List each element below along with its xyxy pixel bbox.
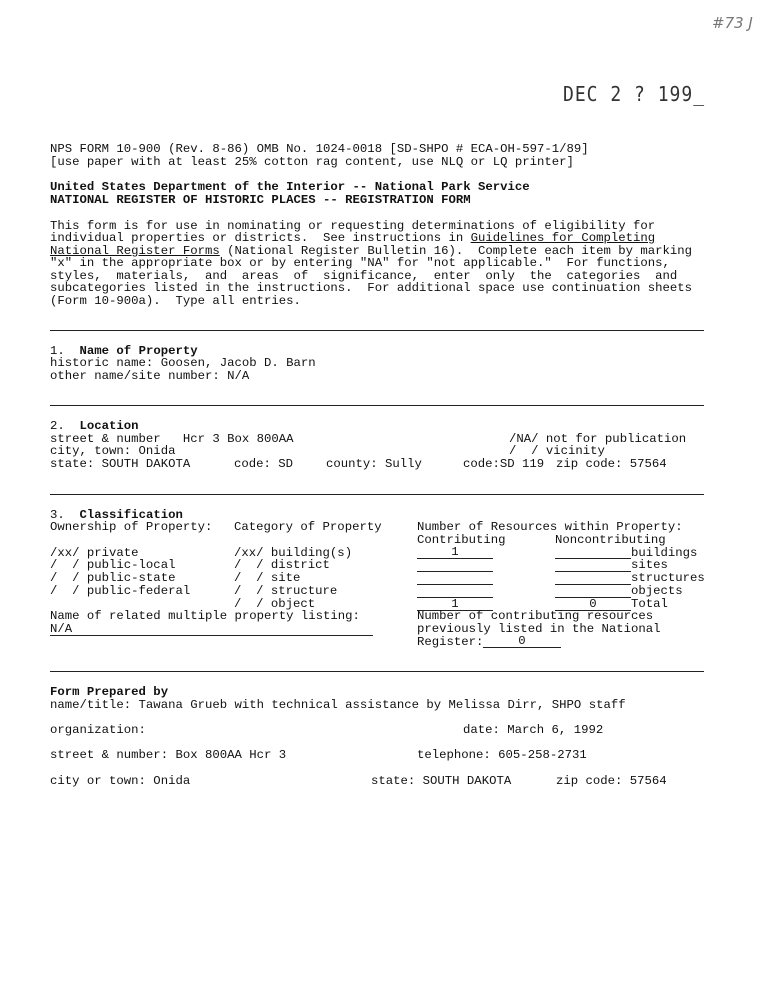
other-name: other name/site number: N/A bbox=[50, 369, 250, 383]
contributing-blank bbox=[417, 571, 493, 572]
category-option: / / site bbox=[234, 571, 301, 585]
ownership-option: / / public-local bbox=[50, 558, 176, 572]
resources-label: Number of Resources within Property: bbox=[417, 520, 683, 534]
preparer-zip: zip code: 57564 bbox=[556, 774, 667, 788]
ownership-label: Ownership of Property: bbox=[50, 520, 213, 534]
contributing-label: Contributing bbox=[417, 533, 506, 547]
preparer-city: city or town: Onida bbox=[50, 774, 191, 788]
previously-listed-label: previously listed in the National bbox=[417, 622, 661, 636]
resource-type-label: structures bbox=[631, 571, 705, 585]
form-number-line: NPS FORM 10-900 (Rev. 8-86) OMB No. 1024-0018 [SD-SHPO # ECA-OH-597-1/89] bbox=[50, 142, 589, 156]
category-option: /xx/ building(s) bbox=[234, 546, 353, 560]
department-heading: United States Department of the Interior -- National Park Service bbox=[50, 180, 530, 194]
section-number: 2. bbox=[50, 419, 80, 433]
related-listing-value: N/A bbox=[50, 622, 73, 636]
instructions-line-1: This form is for use in nominating or requesting determinations of eligibility for bbox=[50, 219, 656, 233]
section-number: 3. bbox=[50, 508, 80, 522]
guidelines-reference-cont: National Register Forms bbox=[50, 244, 220, 258]
contributing-total: 1 bbox=[451, 597, 459, 611]
preparer-state: state: SOUTH DAKOTA bbox=[371, 774, 512, 788]
form-prepared-heading: Form Prepared by bbox=[50, 685, 169, 699]
historic-name: historic name: Goosen, Jacob D. Barn bbox=[50, 356, 316, 370]
paper-instructions-line: [use paper with at least 25% cotton rag content, use NLQ or LQ printer] bbox=[50, 155, 574, 169]
county: county: Sully bbox=[326, 457, 422, 471]
city-town: city, town: Onida bbox=[50, 444, 176, 458]
section-title: Name of Property bbox=[79, 344, 198, 358]
instructions-line-6: subcategories listed in the instructions. For additional space use continuation sheets bbox=[50, 281, 693, 295]
instructions-line-5: styles, materials, and areas of significance, enter only the categories and bbox=[50, 269, 678, 283]
previously-listed-label: Number of contributing resources bbox=[417, 609, 654, 623]
state: state: SOUTH DAKOTA bbox=[50, 457, 191, 471]
ownership-option: /xx/ private bbox=[50, 546, 139, 560]
related-listing-blank bbox=[50, 635, 373, 636]
section-divider bbox=[50, 671, 704, 672]
category-option: / / district bbox=[234, 558, 330, 572]
category-option: / / structure bbox=[234, 584, 338, 598]
previously-listed-label: Register: bbox=[417, 635, 484, 649]
organization: organization: bbox=[50, 723, 146, 737]
noncontributing-blank bbox=[555, 571, 631, 572]
resource-type-label: sites bbox=[631, 558, 668, 572]
vicinity: / / vicinity bbox=[509, 444, 605, 458]
section-divider bbox=[50, 405, 704, 406]
preparation-date: date: March 6, 1992 bbox=[463, 723, 604, 737]
preparer-telephone: telephone: 605-258-2731 bbox=[417, 748, 587, 762]
section-divider bbox=[50, 330, 704, 331]
contributing-count: 1 bbox=[451, 545, 459, 559]
street-number: street & number Hcr 3 Box 800AA bbox=[50, 432, 294, 446]
handwritten-note: #73 J bbox=[712, 14, 753, 32]
preparer-street: street & number: Box 800AA Hcr 3 bbox=[50, 748, 287, 762]
instructions-line-7: (Form 10-900a). Type all entries. bbox=[50, 294, 301, 308]
previously-listed-count: 0 bbox=[518, 634, 526, 648]
resource-type-label: objects bbox=[631, 584, 683, 598]
ownership-option: / / public-state bbox=[50, 571, 176, 585]
received-date-stamp: DEC 2 ? 199_ bbox=[563, 82, 706, 107]
category-option: / / object bbox=[234, 597, 316, 611]
noncontributing-total: 0 bbox=[589, 597, 597, 611]
section-title: Location bbox=[79, 419, 139, 433]
category-label: Category of Property bbox=[234, 520, 382, 534]
zip-code: zip code: 57564 bbox=[556, 457, 667, 471]
county-code: code:SD 119 bbox=[463, 457, 545, 471]
noncontributing-blank bbox=[555, 558, 631, 559]
state-code: code: SD bbox=[234, 457, 294, 471]
section-title: Classification bbox=[79, 508, 183, 522]
noncontributing-blank bbox=[555, 584, 631, 585]
previously-listed-blank bbox=[483, 647, 561, 648]
instructions-line-4: "x" in the appropriate box or by entering "NA" for "not applicable." For functions, bbox=[50, 256, 670, 270]
instructions-text: individual properties or districts. See instructions in bbox=[50, 231, 471, 245]
instructions-text: (National Register Bulletin 16). Complete each item by marking bbox=[219, 244, 693, 258]
form-title: NATIONAL REGISTER OF HISTORIC PLACES -- REGISTRATION FORM bbox=[50, 193, 471, 207]
section-divider bbox=[50, 494, 704, 495]
resource-type-label: Total bbox=[631, 597, 668, 611]
contributing-blank bbox=[417, 558, 493, 559]
resource-type-label: buildings bbox=[631, 546, 698, 560]
guidelines-reference: Guidelines for Completing bbox=[470, 231, 656, 245]
section-number: 1. bbox=[50, 344, 80, 358]
noncontributing-label: Noncontributing bbox=[555, 533, 666, 547]
related-listing-label: Name of related multiple property listing: bbox=[50, 609, 360, 623]
preparer-name-title: name/title: Tawana Grueb with technical assistance by Melissa Dirr, SHPO staff bbox=[50, 698, 626, 712]
not-for-publication: /NA/ not for publication bbox=[509, 432, 687, 446]
ownership-option: / / public-federal bbox=[50, 584, 191, 598]
contributing-blank bbox=[417, 584, 493, 585]
